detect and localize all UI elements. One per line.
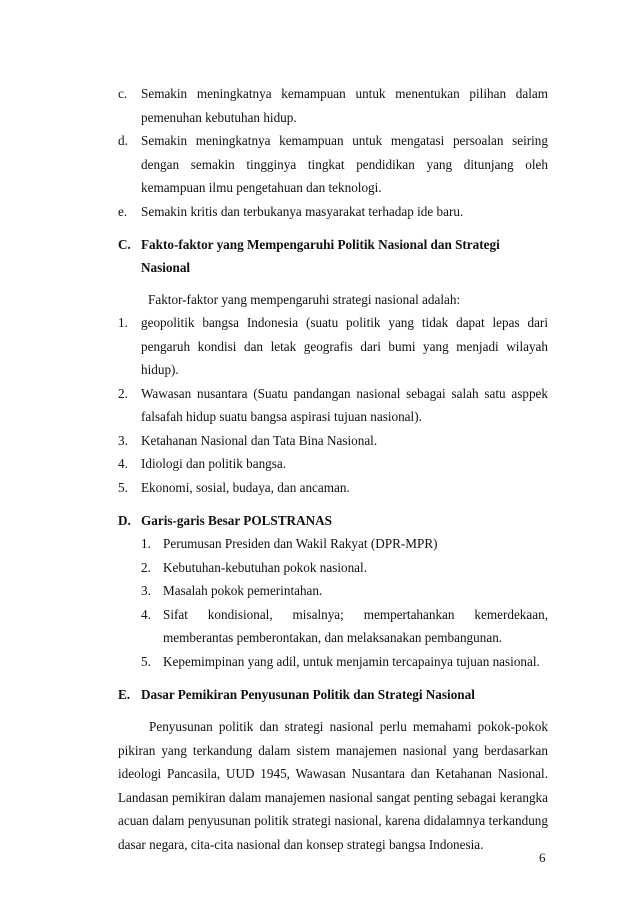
list-item (118, 452, 548, 476)
item-label: d. (118, 133, 128, 148)
list-item (118, 200, 548, 224)
item-label: e. (118, 203, 128, 219)
item-text: Ketahanan Nasional dan Tata Bina Nasional. (141, 432, 378, 448)
list-item (118, 82, 548, 129)
item-text: Idiologi dan politik bangsa. (141, 456, 287, 471)
item-text: Ekonomi, sosial, budaya, dan ancaman. (141, 479, 350, 495)
list-item (141, 556, 548, 580)
section-label: D. (118, 513, 131, 528)
list-item (118, 429, 548, 453)
item-label: 1. (141, 536, 151, 551)
item-text: Semakin kritis dan terbukanya masyarakat terhadap ide baru. (141, 203, 464, 219)
section-c-heading (118, 233, 548, 279)
section-label: E. (118, 687, 131, 702)
item-text: geopolitik bangsa Indonesia (suatu politik yang tidak dapat lepas dari pengaruh kondisi dan letak geografis dari bumi yang menjadi wilayah hidup). (141, 315, 548, 377)
item-text: Kebutuhan-kebutuhan pokok nasional. (163, 559, 367, 575)
page-content (118, 82, 548, 856)
item-text: Sifat kondisional, misalnya; mempertahankan kemerdekaan, memberantas pemberontakan, dan melaksanakan pembangunan. (163, 606, 548, 645)
item-label: 3. (118, 432, 128, 448)
item-label: 2. (141, 559, 151, 575)
list-item (118, 129, 548, 200)
section-title: Garis-garis Besar POLSTRANAS (141, 513, 332, 528)
list-item (118, 311, 548, 382)
list-item (118, 476, 548, 500)
section-c-list (118, 311, 548, 499)
list-item (141, 532, 548, 556)
item-label: 4. (141, 606, 151, 622)
section-c-intro: Faktor-faktor yang mempengaruhi strategi nasional adalah: (148, 292, 461, 307)
item-label: 1. (118, 315, 128, 330)
item-label: 5. (118, 479, 128, 495)
section-title: Fakto-faktor yang Mempengaruhi Politik Nasional dan Strategi Nasional (141, 237, 500, 275)
section-title: Dasar Pemikiran Penyusunan Politik dan Strategi Nasional (141, 687, 475, 702)
item-label: 2. (118, 385, 128, 401)
item-text: Masalah pokok pemerintahan. (163, 583, 323, 598)
item-label: 3. (141, 583, 151, 598)
section-e-heading (118, 683, 548, 706)
item-text: Semakin meningkatnya kemampuan untuk menentukan pilihan dalam pemenuhan kebutuhan hidup. (141, 86, 548, 125)
item-label: 4. (118, 456, 128, 471)
list-item (118, 382, 548, 429)
item-text: Wawasan nusantara (Suatu pandangan nasional sebagai salah satu asppek falsafah hidup suatu bangsa aspirasi tujuan nasional). (141, 385, 548, 424)
list-item (141, 603, 548, 650)
section-e-paragraph: Penyusunan politik dan strategi nasional perlu memahami pokok-pokok pikiran yang terkandung dalam sistem manajemen nasional yang berdasarkan ideologi Pancasila, UUD 1945, Wawasan Nusantara dan Ketahanan Nasional. Landasan pemikiran dalam manajemen nasional sangat penting sebagai kerangka acuan dalam penyusunan politik strategi nasional, karena didalamnya terkandung dasar negara, cita-cita nasional dan konsep strategi bangsa Indonesia. (118, 719, 548, 852)
section-label: C. (118, 237, 131, 252)
list-item (141, 579, 548, 603)
item-label: c. (118, 86, 128, 101)
item-text: Perumusan Presiden dan Wakil Rakyat (DPR-MPR) (163, 536, 438, 551)
list-item (141, 650, 548, 674)
page-number: 6 (539, 850, 546, 865)
list-a (118, 82, 548, 223)
item-text: Semakin meningkatnya kemampuan untuk mengatasi persoalan seiring dengan semakin tingginya tingkat pendidikan yang ditunjang oleh kemampuan ilmu pengetahuan dan teknologi. (141, 133, 548, 195)
section-d-list (118, 532, 548, 673)
item-text: Kepemimpinan yang adil, untuk menjamin tercapainya tujuan nasional. (163, 653, 540, 669)
item-label: 5. (141, 653, 151, 669)
section-d-heading (118, 509, 548, 532)
